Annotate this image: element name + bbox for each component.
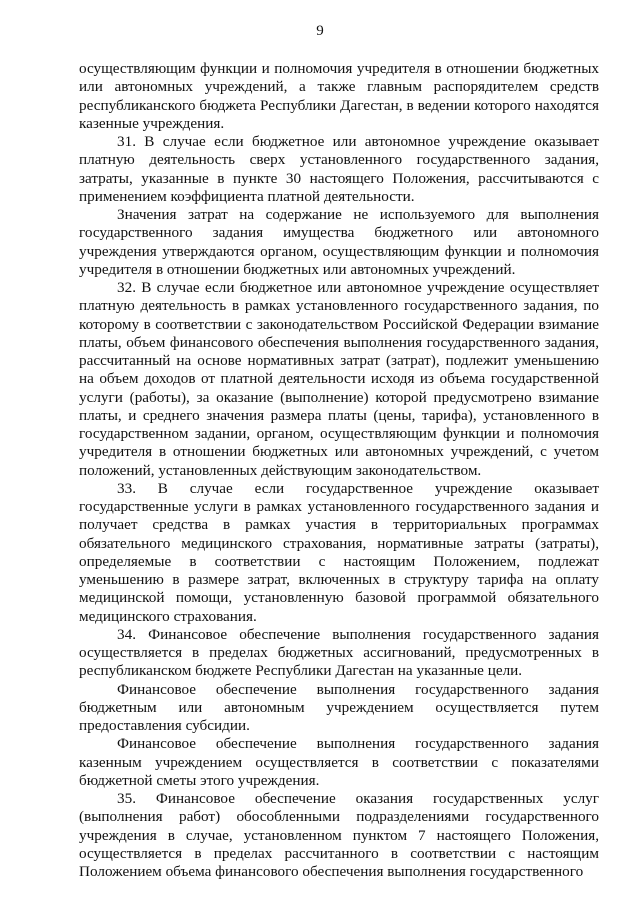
paragraph-33: 33. В случае если государственное учреждение оказывает государственные услуги в рамках установленного государственного задания и получает средства в рамках участия в территориальных программах обязательного медицинского страхования, нормативные затраты (затраты), определяемые в соответствии с настоящим Положением, подлежат уменьшению в размере затрат, включенных в структуру тарифа на оплату медицинской помощи, установленную базовой программой обязательного медицинского страхования. [79,479,599,625]
paragraph-34-subsidy: Финансовое обеспечение выполнения государственного задания бюджетным или автономным учреждением осуществляется путем предоставления субсидии. [79,680,599,734]
document-body [79,60,599,881]
paragraph-31: 31. В случае если бюджетное или автономное учреждение оказывает платную деятельность сверх установленного государственного задания, затраты, указанные в пункте 30 настоящего Положения, рассчитываются с применением коэффициента платной деятельности. [79,133,599,205]
paragraph-34-budget-estimate: Финансовое обеспечение выполнения государственного задания казенным учреждением осуществляется в соответствии с показателями бюджетной сметы этого учреждения. [79,735,599,789]
paragraph-continuation: осуществляющим функции и полномочия учредителя в отношении бюджетных или автономных учреждений, а также главным распорядителем средств республиканского бюджета Республики Дагестан, в ведении которого находятся казенные учреждения. [79,60,599,132]
paragraph-34: 34. Финансовое обеспечение выполнения государственного задания осуществляется в пределах бюджетных ассигнований, предусмотренных в республиканском бюджете Республики Дагестан на указанные цели. [79,625,599,680]
paragraph-32: 32. В случае если бюджетное или автономное учреждение осуществляет платную деятельность в рамках установленного государственного задания, по которому в соответствии с законодательством Российской Федерации взимание платы, объем финансового обеспечения выполнения государственного задания, рассчитанный на основе нормативных затрат (затрат), подлежит уменьшению на объем доходов от платной деятельности исходя из объема государственной услуги (работы), за оказание (выполнение) которой предусмотрено взимание платы, и среднего значения размера платы (цены, тарифа), установленного в государственном задании, органом, осуществляющим функции и полномочия учредителя в отношении бюджетных или автономных учреждений, с учетом положений, установленных действующим законодательством. [79,279,599,479]
page-number: 9 [316,23,324,39]
paragraph-31-costs: Значения затрат на содержание не используемого для выполнения государственного задания имущества бюджетного или автономного учреждения утверждаются органом, осуществляющим функции и полномочия учредителя в отношении бюджетных или автономных учреждений. [79,206,599,278]
paragraph-35: 35. Финансовое обеспечение оказания государственных услуг (выполнения работ) обособленными подразделениями государственного учреждения в случае, установленном пунктом 7 настоящего Положения, осуществляется в пределах рассчитанного в соответствии с настоящим Положением объема финансового обеспечения выполнения государственного [79,790,599,880]
